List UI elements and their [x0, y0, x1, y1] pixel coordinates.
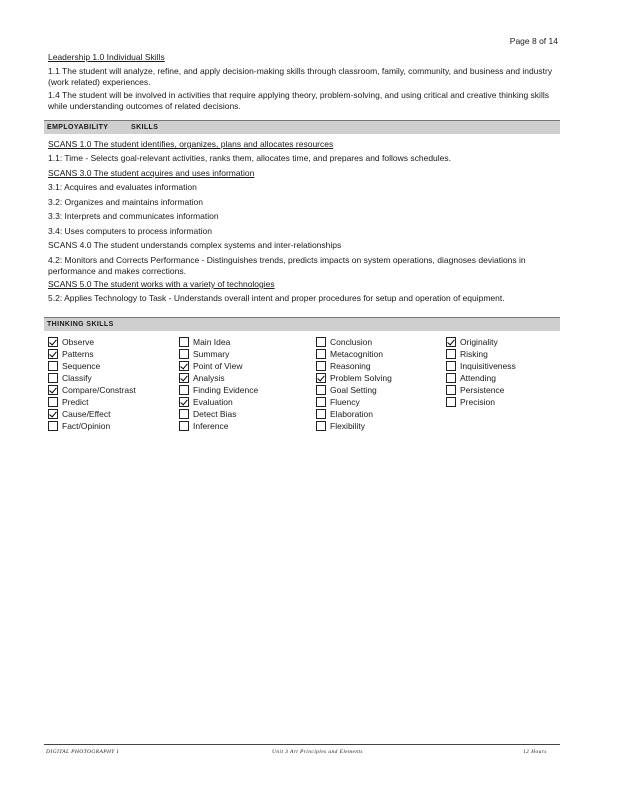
thinking-skill-item[interactable]: [179, 396, 258, 408]
thinking-skill-label: Evaluation: [193, 397, 233, 407]
unchecked-checkbox[interactable]: [446, 385, 456, 395]
checked-checkbox[interactable]: [48, 385, 58, 395]
thinking-skill-label: Goal Setting: [330, 385, 377, 395]
unchecked-checkbox[interactable]: [48, 373, 58, 383]
thinking-skills-column-4: [446, 336, 516, 408]
footer-rule: [44, 744, 560, 745]
unchecked-checkbox[interactable]: [48, 397, 58, 407]
scans-item: 5.2: Applies Technology to Task - Understands overall intent and proper procedures for setup and operation of equipment.: [48, 293, 505, 303]
thinking-skill-item[interactable]: [316, 420, 392, 432]
thinking-skill-label: Metacognition: [330, 349, 383, 359]
unchecked-checkbox[interactable]: [179, 337, 189, 347]
scans-heading: SCANS 5.0 The student works with a variety of technologies: [48, 279, 275, 289]
unchecked-checkbox[interactable]: [179, 421, 189, 431]
thinking-skill-label: Originality: [460, 337, 498, 347]
thinking-skill-label: Classify: [62, 373, 92, 383]
thinking-skill-label: Attending: [460, 373, 496, 383]
scans-item: 3.4: Uses computers to process information: [48, 226, 212, 236]
checked-checkbox[interactable]: [316, 373, 326, 383]
unchecked-checkbox[interactable]: [179, 349, 189, 359]
scans-item: 3.2: Organizes and maintains information: [48, 197, 203, 207]
thinking-skill-label: Risking: [460, 349, 488, 359]
thinking-skill-label: Compare/Constrast: [62, 385, 136, 395]
unchecked-checkbox[interactable]: [179, 385, 189, 395]
thinking-skill-label: Fluency: [330, 397, 360, 407]
employability-header-bar: [44, 120, 560, 134]
footer-course: DIGITAL PHOTOGRAPHY I: [46, 749, 119, 755]
scans-item: 3.3: Interprets and communicates information: [48, 211, 219, 221]
thinking-skill-label: Conclusion: [330, 337, 373, 347]
thinking-skill-item[interactable]: [179, 348, 258, 360]
thinking-skill-item[interactable]: [316, 348, 392, 360]
checked-checkbox[interactable]: [179, 361, 189, 371]
thinking-skill-label: Problem Solving: [330, 373, 392, 383]
thinking-skill-label: Inquisitiveness: [460, 361, 516, 371]
checked-checkbox[interactable]: [48, 349, 58, 359]
thinking-skill-item[interactable]: [48, 360, 136, 372]
thinking-skill-label: Fact/Opinion: [62, 421, 111, 431]
leadership-paragraph-1: 1.1 The student will analyze, refine, and apply decision-making skills through classroom, family, community, and business and industry (work related) experiences.: [48, 66, 553, 87]
thinking-skill-item[interactable]: [48, 372, 136, 384]
thinking-skill-item[interactable]: [446, 336, 516, 348]
checked-checkbox[interactable]: [179, 373, 189, 383]
scans-heading: SCANS 3.0 The student acquires and uses information: [48, 168, 255, 178]
scans-heading: SCANS 4.0 The student understands complex systems and inter-relationships: [48, 240, 342, 250]
thinking-skill-item[interactable]: [48, 396, 136, 408]
thinking-skill-label: Elaboration: [330, 409, 374, 419]
unchecked-checkbox[interactable]: [316, 421, 326, 431]
thinking-skill-label: Analysis: [193, 373, 225, 383]
thinking-skill-label: Persistence: [460, 385, 505, 395]
thinking-skill-label: Reasoning: [330, 361, 371, 371]
employability-header-left: EMPLOYABILITY: [47, 124, 109, 131]
thinking-skill-label: Main Idea: [193, 337, 231, 347]
unchecked-checkbox[interactable]: [48, 421, 58, 431]
unchecked-checkbox[interactable]: [316, 397, 326, 407]
thinking-skill-label: Sequence: [62, 361, 101, 371]
unchecked-checkbox[interactable]: [446, 397, 456, 407]
thinking-skill-item[interactable]: [48, 384, 136, 396]
unchecked-checkbox[interactable]: [446, 373, 456, 383]
unchecked-checkbox[interactable]: [48, 361, 58, 371]
thinking-skill-item[interactable]: [446, 372, 516, 384]
thinking-skill-item[interactable]: [316, 360, 392, 372]
thinking-skill-label: Finding Evidence: [193, 385, 259, 395]
unchecked-checkbox[interactable]: [316, 337, 326, 347]
unchecked-checkbox[interactable]: [316, 409, 326, 419]
thinking-skill-label: Precision: [460, 397, 495, 407]
thinking-skill-item[interactable]: [179, 408, 258, 420]
thinking-skill-item[interactable]: [179, 420, 258, 432]
thinking-skill-item[interactable]: [179, 360, 258, 372]
scans-item: 4.2: Monitors and Corrects Performance - Distinguishes trends, predicts impacts on system operations, diagnoses deviations in performance and makes corrections.: [48, 255, 526, 276]
page-number: Page 8 of 14: [509, 36, 558, 46]
thinking-skill-item[interactable]: [316, 396, 392, 408]
scans-heading: SCANS 1.0 The student identifies, organizes, plans and allocates resources: [48, 139, 334, 149]
thinking-skill-item[interactable]: [48, 348, 136, 360]
thinking-skill-label: Patterns: [62, 349, 94, 359]
thinking-skill-label: Cause/Effect: [62, 409, 111, 419]
thinking-skill-item[interactable]: [446, 384, 516, 396]
checked-checkbox[interactable]: [446, 337, 456, 347]
thinking-skill-item[interactable]: [446, 396, 516, 408]
leadership-title: Leadership 1.0 Individual Skills: [48, 52, 165, 62]
thinking-skill-item[interactable]: [446, 360, 516, 372]
leadership-paragraph-2: 1.4 The student will be involved in activities that require applying theory, problem-solving, and using critical and creative thinking skills while understanding outcomes of related decisions.: [48, 90, 549, 111]
thinking-skill-item[interactable]: [48, 336, 136, 348]
checked-checkbox[interactable]: [48, 409, 58, 419]
thinking-skill-item[interactable]: [446, 348, 516, 360]
checked-checkbox[interactable]: [48, 337, 58, 347]
thinking-skill-item[interactable]: [48, 408, 136, 420]
thinking-skill-item[interactable]: [179, 372, 258, 384]
thinking-skill-item[interactable]: [179, 384, 258, 396]
thinking-skills-column-2: [179, 336, 258, 432]
thinking-skill-label: Detect Bias: [193, 409, 237, 419]
thinking-skills-header-bar: [44, 317, 560, 331]
unchecked-checkbox[interactable]: [316, 361, 326, 371]
unchecked-checkbox[interactable]: [179, 409, 189, 419]
unchecked-checkbox[interactable]: [446, 361, 456, 371]
employability-header-right: SKILLS: [131, 124, 159, 131]
thinking-skill-item[interactable]: [316, 372, 392, 384]
unchecked-checkbox[interactable]: [316, 349, 326, 359]
thinking-skill-label: Inference: [193, 421, 229, 431]
footer-unit: Unit 3 Art Principles and Elements: [272, 749, 363, 755]
thinking-skills-column-1: [48, 336, 136, 432]
unchecked-checkbox[interactable]: [316, 385, 326, 395]
thinking-skill-label: Point of View: [193, 361, 243, 371]
scans-item: 1.1: Time - Selects goal-relevant activities, ranks them, allocates time, and prepares and follows schedules.: [48, 153, 451, 163]
thinking-skill-label: Observe: [62, 337, 95, 347]
thinking-skill-label: Summary: [193, 349, 230, 359]
thinking-skill-label: Flexibility: [330, 421, 365, 431]
thinking-skills-header: THINKING SKILLS: [47, 321, 114, 328]
thinking-skill-item[interactable]: [316, 384, 392, 396]
thinking-skill-label: Predict: [62, 397, 89, 407]
thinking-skills-column-3: [316, 336, 392, 432]
thinking-skill-item[interactable]: [316, 336, 392, 348]
thinking-skill-item[interactable]: [179, 336, 258, 348]
footer-hours: 12 Hours: [523, 749, 547, 755]
unchecked-checkbox[interactable]: [446, 349, 456, 359]
scans-item: 3.1: Acquires and evaluates information: [48, 182, 197, 192]
thinking-skill-item[interactable]: [316, 408, 392, 420]
thinking-skill-item[interactable]: [48, 420, 136, 432]
checked-checkbox[interactable]: [179, 397, 189, 407]
